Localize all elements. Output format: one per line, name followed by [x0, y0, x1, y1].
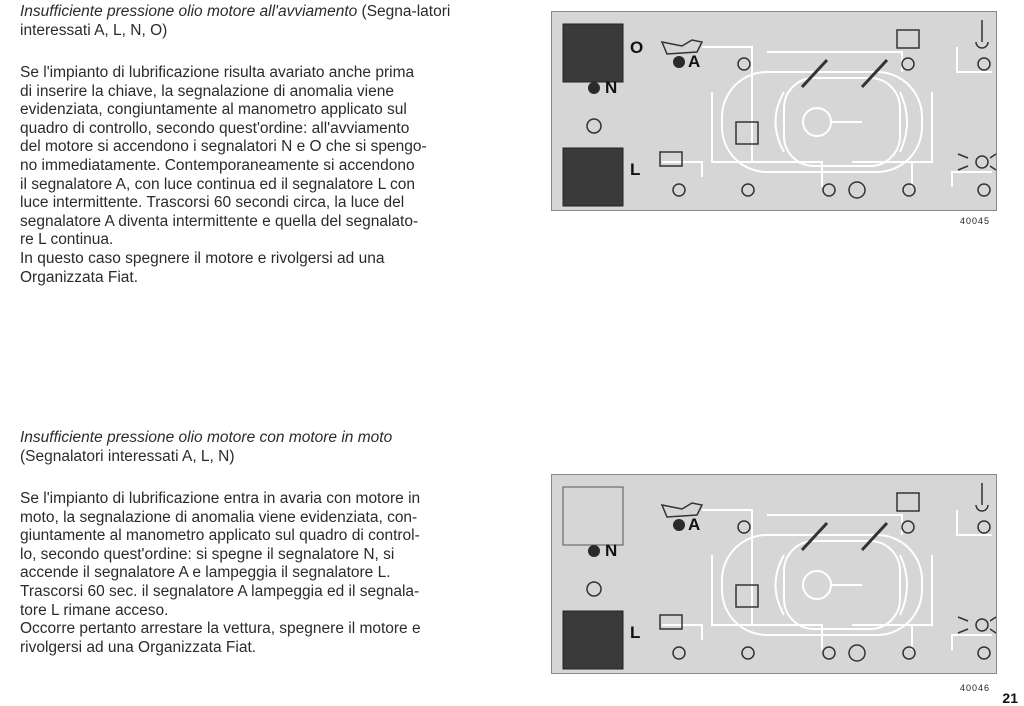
text-line: Se l'impianto di lubrificazione risulta avariato anche prima: [20, 64, 415, 81]
dashboard-schematic: [552, 475, 998, 675]
text-line: Trascorsi 60 sec. il segnalatore A lampeggia ed il segnala-: [20, 582, 420, 600]
section2-title-italic: Insufficiente pressione olio motore con motore in moto: [20, 429, 393, 446]
text-line: rivolgersi ad una Organizzata Fiat.: [20, 638, 257, 656]
text-line: Occorre pertanto arrestare la vettura, spegnere il motore e: [20, 620, 421, 638]
section2-paragraph: [20, 490, 488, 657]
text-line: re L continua.: [20, 231, 114, 249]
text-line: moto, la segnalazione di anomalia viene evidenziata, con-: [20, 508, 418, 526]
section1-title-italic: Insufficiente pressione olio motore all'avviamento: [20, 3, 358, 20]
lamp-o: [563, 24, 623, 82]
lamp-n: [588, 545, 600, 557]
text-line: lo, secondo quest'ordine: si spegne il segnalatore N, si: [20, 545, 395, 563]
lamp-a: [673, 519, 685, 531]
label-o: O: [630, 38, 644, 57]
temperature-icon: [976, 20, 988, 48]
page-number: 21: [1002, 690, 1018, 706]
label-a: A: [688, 52, 701, 71]
lamp-l: [563, 611, 623, 669]
temperature-icon: [976, 483, 988, 511]
battery-icon: [660, 152, 682, 166]
text-line: tore L rimane acceso.: [20, 601, 169, 619]
coolant-icon: [736, 122, 758, 144]
text-line: evidenziata, congiuntamente al manometro applicato sul: [20, 101, 407, 119]
label-n: N: [605, 541, 618, 560]
label-l: L: [630, 160, 641, 179]
text-line: luce intermittente. Trascorsi 60 secondi circa, la luce del: [20, 194, 405, 212]
battery-icon: [660, 615, 682, 629]
text-line: del motore si accendono i segnalatori N e O che si spengo-: [20, 138, 427, 156]
door-icon: [897, 30, 919, 48]
section2-title-rest: (Segnalatori interessati A, L, N): [20, 448, 235, 465]
section2-title: [20, 428, 488, 466]
text-line: accende il segnalatore A e lampeggia il segnalatore L.: [20, 564, 391, 582]
brake-icon: [803, 108, 831, 136]
gear-icon: [849, 182, 865, 198]
headlight-icon: [976, 619, 988, 631]
label-a: A: [688, 515, 701, 534]
text-line: Se l'impianto di lubrificazione entra in avaria con motore in: [20, 490, 421, 507]
figure-number-2: 40046: [960, 683, 991, 693]
label-n: N: [605, 78, 618, 97]
headlight-icon: [976, 156, 988, 168]
text-line: giuntamente al manometro applicato sul quadro di control-: [20, 527, 420, 545]
coolant-icon: [736, 585, 758, 607]
lamp-a: [673, 56, 685, 68]
section1-paragraph: [20, 64, 488, 287]
warning-panel-diagram-1: [551, 11, 997, 211]
figure-number-1: 40045: [960, 216, 991, 226]
text-line: no immediatamente. Contemporaneamente si accendono: [20, 156, 415, 174]
section1-title: [20, 2, 488, 40]
gear-icon: [849, 645, 865, 661]
text-line: segnalatore A diventa intermittente e quella del segnalato-: [20, 212, 419, 230]
warning-panel-diagram-2: [551, 474, 997, 674]
dashboard-schematic: [552, 12, 998, 212]
section1-title-rest: (Segna-latori interessati A, L, N, O): [20, 3, 451, 39]
text-line: Organizzata Fiat.: [20, 268, 139, 286]
text-line: di inserire la chiave, la segnalazione di anomalia viene: [20, 82, 394, 100]
text-line: il segnalatore A, con luce continua ed il segnalatore L con: [20, 175, 415, 193]
brake-icon: [803, 571, 831, 599]
lamp-o: [563, 487, 623, 545]
label-l: L: [630, 623, 641, 642]
text-line: quadro di controllo, secondo quest'ordine: all'avviamento: [20, 119, 410, 137]
door-icon: [897, 493, 919, 511]
lamp-l: [563, 148, 623, 206]
text-line: In questo caso spegnere il motore e rivolgersi ad una: [20, 249, 385, 267]
lamp-n: [588, 82, 600, 94]
